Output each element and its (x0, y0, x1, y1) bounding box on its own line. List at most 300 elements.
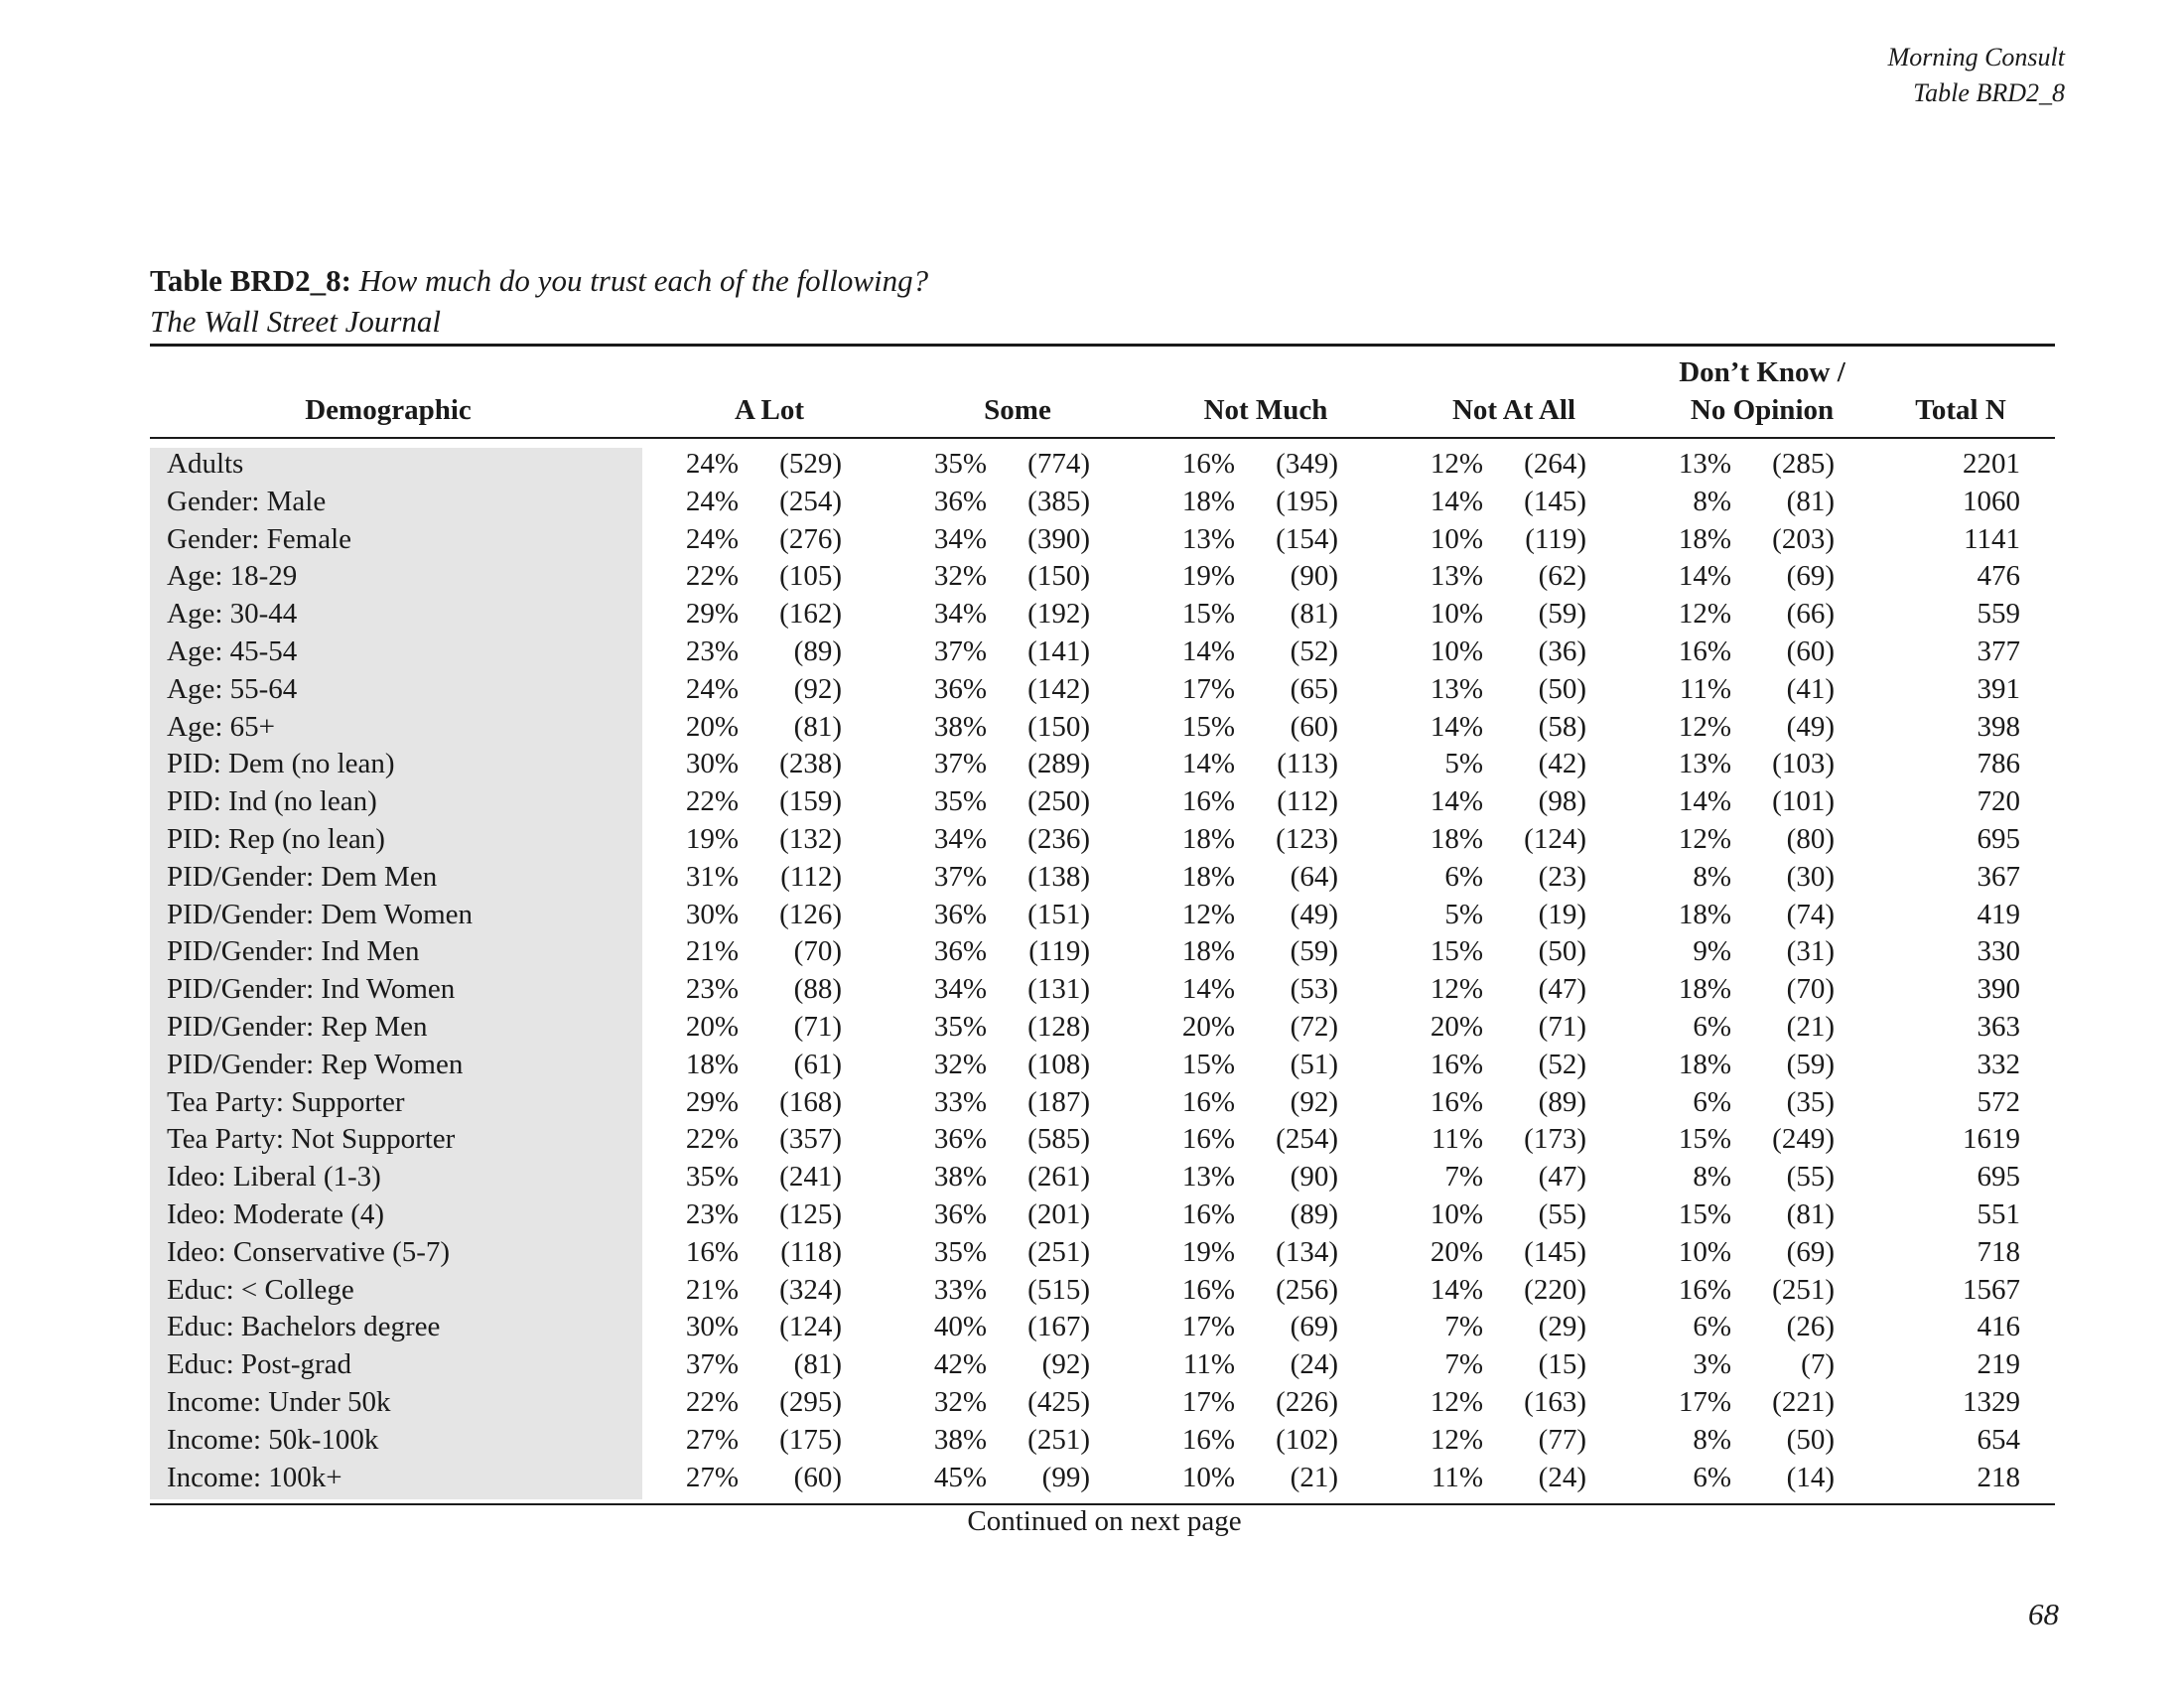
cell-not-much-n: (52) (1290, 635, 1338, 667)
cell-not-much-n: (51) (1290, 1048, 1338, 1080)
cell-some-pct: 36% (933, 672, 987, 705)
cell-total-n: 219 (1977, 1348, 2020, 1381)
title-question: How much do you trust each of the following? (358, 263, 929, 298)
cell-not-much-n: (60) (1290, 710, 1338, 743)
cell-not-much-pct: 16% (1181, 1423, 1235, 1456)
cell-not-much-n: (92) (1290, 1085, 1338, 1118)
cell-demographic: PID: Rep (no lean) (167, 823, 385, 855)
cell-dont-know-n: (101) (1772, 785, 1835, 818)
title-label: Table BRD2_8: (150, 263, 351, 298)
cell-some-pct: 36% (933, 935, 987, 968)
cell-dont-know-pct: 15% (1678, 1198, 1731, 1230)
cell-dont-know-pct: 14% (1678, 785, 1731, 818)
cell-some-pct: 35% (933, 785, 987, 818)
cell-dont-know-pct: 10% (1678, 1235, 1731, 1268)
cell-a-lot-pct: 30% (685, 748, 739, 780)
cell-demographic: PID/Gender: Rep Men (167, 1011, 428, 1043)
cell-some-pct: 34% (933, 522, 987, 555)
cell-a-lot-pct: 30% (685, 898, 739, 930)
cell-a-lot-n: (112) (780, 860, 842, 893)
cell-a-lot-n: (295) (779, 1386, 842, 1418)
cell-not-at-all-pct: 14% (1430, 710, 1483, 743)
cell-not-much-pct: 16% (1181, 448, 1235, 480)
cell-some-n: (289) (1027, 748, 1090, 780)
cell-a-lot-n: (70) (793, 935, 842, 968)
cell-dont-know-n: (60) (1786, 635, 1835, 667)
cell-a-lot-n: (276) (779, 522, 842, 555)
table-row (0, 896, 2184, 933)
cell-not-much-n: (90) (1290, 560, 1338, 593)
cell-not-much-n: (123) (1276, 823, 1338, 855)
cell-not-much-pct: 18% (1181, 823, 1235, 855)
cell-not-at-all-n: (29) (1538, 1311, 1586, 1343)
cell-a-lot-pct: 18% (685, 1048, 739, 1080)
cell-not-much-pct: 18% (1181, 485, 1235, 517)
cell-demographic: PID/Gender: Dem Women (167, 898, 474, 930)
cell-not-at-all-n: (77) (1538, 1423, 1586, 1456)
cell-not-much-pct: 16% (1181, 1273, 1235, 1306)
cell-some-pct: 32% (933, 1386, 987, 1418)
cell-demographic: Educ: Bachelors degree (167, 1311, 441, 1343)
cell-demographic: Ideo: Moderate (4) (167, 1198, 385, 1230)
col-dont-know-line1: Don’t Know / (1679, 356, 1845, 388)
cell-some-n: (92) (1041, 1348, 1090, 1381)
cell-demographic: Age: 18-29 (167, 560, 298, 593)
table-row (0, 1271, 2184, 1309)
cell-a-lot-n: (324) (779, 1273, 842, 1306)
cell-some-pct: 35% (933, 448, 987, 480)
cell-some-pct: 33% (933, 1273, 987, 1306)
cell-some-pct: 36% (933, 1198, 987, 1230)
cell-demographic: Age: 55-64 (167, 672, 298, 705)
cell-a-lot-n: (159) (779, 785, 842, 818)
cell-total-n: 572 (1977, 1085, 2020, 1118)
continued-note: Continued on next page (967, 1505, 1242, 1537)
cell-total-n: 416 (1977, 1311, 2020, 1343)
cell-a-lot-n: (238) (779, 748, 842, 780)
table-row (0, 1421, 2184, 1459)
cell-dont-know-n: (49) (1786, 710, 1835, 743)
cell-some-n: (138) (1027, 860, 1090, 893)
cell-not-at-all-n: (52) (1538, 1048, 1586, 1080)
cell-not-much-n: (69) (1290, 1311, 1338, 1343)
cell-not-at-all-pct: 10% (1430, 522, 1483, 555)
cell-demographic: Age: 30-44 (167, 598, 298, 631)
cell-not-much-pct: 15% (1181, 598, 1235, 631)
cell-dont-know-n: (81) (1786, 1198, 1835, 1230)
cell-not-at-all-pct: 13% (1430, 560, 1483, 593)
cell-demographic: PID/Gender: Dem Men (167, 860, 438, 893)
cell-not-much-pct: 14% (1181, 635, 1235, 667)
cell-a-lot-pct: 27% (685, 1423, 739, 1456)
cell-a-lot-pct: 30% (685, 1311, 739, 1343)
cell-not-at-all-n: (55) (1538, 1198, 1586, 1230)
cell-some-pct: 38% (933, 1161, 987, 1194)
cell-demographic: Income: Under 50k (167, 1386, 391, 1418)
cell-some-n: (142) (1027, 672, 1090, 705)
table-id: Table BRD2_8 (1913, 78, 2065, 107)
cell-not-much-pct: 11% (1182, 1348, 1235, 1381)
cell-a-lot-pct: 31% (685, 860, 739, 893)
cell-dont-know-n: (74) (1786, 898, 1835, 930)
cell-some-n: (201) (1027, 1198, 1090, 1230)
cell-demographic: Tea Party: Supporter (167, 1085, 405, 1118)
cell-not-at-all-n: (145) (1524, 485, 1586, 517)
cell-some-n: (141) (1027, 635, 1090, 667)
cell-total-n: 363 (1977, 1011, 2020, 1043)
cell-a-lot-pct: 23% (685, 973, 739, 1006)
cell-a-lot-n: (88) (793, 973, 842, 1006)
cell-not-at-all-n: (145) (1524, 1235, 1586, 1268)
cell-total-n: 332 (1977, 1048, 2020, 1080)
cell-dont-know-pct: 6% (1693, 1311, 1731, 1343)
cell-total-n: 391 (1977, 672, 2020, 705)
cell-total-n: 1619 (1963, 1123, 2020, 1156)
cell-not-at-all-n: (220) (1524, 1273, 1586, 1306)
cell-not-much-n: (349) (1276, 448, 1338, 480)
cell-not-much-pct: 16% (1181, 1198, 1235, 1230)
cell-some-pct: 32% (933, 560, 987, 593)
cell-a-lot-pct: 24% (685, 448, 739, 480)
cell-some-n: (150) (1027, 710, 1090, 743)
table-row (0, 1196, 2184, 1233)
cell-total-n: 695 (1977, 823, 2020, 855)
cell-not-at-all-n: (59) (1538, 598, 1586, 631)
cell-demographic: Age: 65+ (167, 710, 275, 743)
cell-not-much-pct: 10% (1181, 1461, 1235, 1493)
cell-not-at-all-n: (50) (1538, 935, 1586, 968)
cell-not-at-all-pct: 20% (1430, 1235, 1483, 1268)
cell-not-at-all-n: (98) (1538, 785, 1586, 818)
cell-not-at-all-pct: 12% (1430, 973, 1483, 1006)
cell-not-much-n: (226) (1276, 1386, 1338, 1418)
cell-total-n: 695 (1977, 1161, 2020, 1194)
page-number: 68 (2028, 1597, 2059, 1631)
cell-some-n: (251) (1027, 1423, 1090, 1456)
cell-a-lot-n: (132) (779, 823, 842, 855)
cell-a-lot-n: (125) (779, 1198, 842, 1230)
cell-not-at-all-pct: 7% (1444, 1311, 1483, 1343)
cell-dont-know-pct: 17% (1678, 1386, 1731, 1418)
col-a-lot: A Lot (734, 394, 805, 426)
table-row (0, 445, 2184, 483)
cell-some-n: (251) (1027, 1235, 1090, 1268)
cell-not-at-all-pct: 12% (1430, 1423, 1483, 1456)
cell-not-at-all-pct: 14% (1430, 785, 1483, 818)
title-subtitle: The Wall Street Journal (150, 304, 442, 339)
cell-not-at-all-pct: 6% (1444, 860, 1483, 893)
cell-dont-know-pct: 15% (1678, 1123, 1731, 1156)
cell-dont-know-n: (7) (1801, 1348, 1835, 1381)
cell-dont-know-pct: 8% (1693, 1161, 1731, 1194)
cell-not-at-all-n: (15) (1538, 1348, 1586, 1381)
cell-demographic: Ideo: Liberal (1-3) (167, 1161, 381, 1194)
cell-not-much-n: (64) (1290, 860, 1338, 893)
cell-some-pct: 35% (933, 1011, 987, 1043)
cell-not-much-pct: 20% (1181, 1011, 1235, 1043)
cell-not-at-all-pct: 20% (1430, 1011, 1483, 1043)
cell-some-n: (425) (1027, 1386, 1090, 1418)
cell-total-n: 419 (1977, 898, 2020, 930)
cell-dont-know-pct: 18% (1678, 973, 1731, 1006)
cell-a-lot-pct: 22% (685, 1386, 739, 1418)
cell-a-lot-n: (60) (793, 1461, 842, 1493)
cell-not-much-n: (49) (1290, 898, 1338, 930)
cell-dont-know-n: (26) (1786, 1311, 1835, 1343)
table-row (0, 708, 2184, 746)
cell-not-at-all-n: (36) (1538, 635, 1586, 667)
cell-dont-know-pct: 14% (1678, 560, 1731, 593)
cell-some-pct: 45% (933, 1461, 987, 1493)
cell-dont-know-n: (30) (1786, 860, 1835, 893)
cell-a-lot-n: (529) (779, 448, 842, 480)
table-row (0, 970, 2184, 1008)
cell-some-pct: 40% (933, 1311, 987, 1343)
table-row (0, 782, 2184, 820)
col-total: Total N (1915, 394, 2006, 426)
cell-a-lot-n: (254) (779, 485, 842, 517)
cell-a-lot-pct: 20% (685, 710, 739, 743)
cell-not-much-n: (89) (1290, 1198, 1338, 1230)
cell-total-n: 1141 (1964, 522, 2020, 555)
cell-total-n: 398 (1977, 710, 2020, 743)
cell-not-much-n: (53) (1290, 973, 1338, 1006)
cell-a-lot-pct: 24% (685, 672, 739, 705)
cell-demographic: Adults (167, 448, 244, 480)
cell-total-n: 1060 (1963, 485, 2020, 517)
col-dont-know-line2: No Opinion (1690, 394, 1835, 426)
cell-a-lot-pct: 24% (685, 485, 739, 517)
cell-not-at-all-pct: 7% (1444, 1161, 1483, 1194)
cell-not-at-all-n: (62) (1538, 560, 1586, 593)
cell-not-at-all-pct: 10% (1430, 1198, 1483, 1230)
cell-demographic: PID/Gender: Rep Women (167, 1048, 464, 1080)
cell-dont-know-n: (59) (1786, 1048, 1835, 1080)
cell-a-lot-pct: 27% (685, 1461, 739, 1493)
cell-a-lot-n: (105) (779, 560, 842, 593)
cell-not-much-n: (90) (1290, 1161, 1338, 1194)
cell-dont-know-n: (31) (1786, 935, 1835, 968)
table-row (0, 483, 2184, 520)
table-row (0, 557, 2184, 595)
cell-a-lot-pct: 22% (685, 1123, 739, 1156)
cell-some-n: (236) (1027, 823, 1090, 855)
cell-total-n: 2201 (1963, 448, 2020, 480)
cell-some-pct: 37% (933, 748, 987, 780)
cell-total-n: 551 (1977, 1198, 2020, 1230)
cell-some-pct: 37% (933, 860, 987, 893)
cell-some-n: (187) (1027, 1085, 1090, 1118)
table-row (0, 932, 2184, 970)
table-row (0, 1120, 2184, 1158)
table-row (0, 745, 2184, 782)
cell-not-much-pct: 15% (1181, 1048, 1235, 1080)
cell-some-pct: 37% (933, 635, 987, 667)
cell-not-at-all-n: (173) (1524, 1123, 1586, 1156)
cell-dont-know-pct: 12% (1678, 710, 1731, 743)
cell-a-lot-n: (175) (779, 1423, 842, 1456)
table-row (0, 1345, 2184, 1383)
cell-a-lot-pct: 21% (685, 1273, 739, 1306)
cell-not-at-all-pct: 16% (1430, 1085, 1483, 1118)
cell-demographic: Age: 45-54 (167, 635, 298, 667)
cell-some-n: (150) (1027, 560, 1090, 593)
cell-not-at-all-n: (23) (1538, 860, 1586, 893)
cell-not-much-pct: 15% (1181, 710, 1235, 743)
cell-dont-know-pct: 16% (1678, 1273, 1731, 1306)
cell-dont-know-pct: 13% (1678, 748, 1731, 780)
cell-dont-know-n: (55) (1786, 1161, 1835, 1194)
cell-dont-know-n: (103) (1772, 748, 1835, 780)
cell-total-n: 718 (1977, 1235, 2020, 1268)
cell-demographic: Educ: Post-grad (167, 1348, 352, 1381)
table-row (0, 1459, 2184, 1496)
cell-some-pct: 36% (933, 1123, 987, 1156)
cell-not-much-pct: 19% (1181, 1235, 1235, 1268)
cell-demographic: PID/Gender: Ind Men (167, 935, 420, 968)
cell-some-pct: 42% (933, 1348, 987, 1381)
cell-not-much-pct: 18% (1181, 935, 1235, 968)
cell-some-pct: 34% (933, 598, 987, 631)
cell-a-lot-pct: 24% (685, 522, 739, 555)
cell-total-n: 1329 (1963, 1386, 2020, 1418)
cell-dont-know-pct: 8% (1693, 485, 1731, 517)
cell-not-much-pct: 12% (1181, 898, 1235, 930)
cell-total-n: 476 (1977, 560, 2020, 593)
cell-some-n: (131) (1027, 973, 1090, 1006)
cell-not-at-all-n: (50) (1538, 672, 1586, 705)
cell-a-lot-n: (89) (793, 635, 842, 667)
cell-demographic: Educ: < College (167, 1273, 354, 1306)
col-demographic: Demographic (305, 394, 472, 426)
cell-a-lot-pct: 19% (685, 823, 739, 855)
cell-total-n: 720 (1977, 785, 2020, 818)
cell-dont-know-pct: 9% (1693, 935, 1731, 968)
cell-not-at-all-pct: 10% (1430, 635, 1483, 667)
cell-dont-know-pct: 13% (1678, 448, 1731, 480)
cell-a-lot-n: (241) (779, 1161, 842, 1194)
cell-a-lot-pct: 35% (685, 1161, 739, 1194)
cell-not-much-n: (81) (1290, 598, 1338, 631)
table-row (0, 1046, 2184, 1083)
cell-dont-know-n: (69) (1786, 560, 1835, 593)
cell-some-pct: 36% (933, 898, 987, 930)
cell-a-lot-n: (168) (779, 1085, 842, 1118)
cell-a-lot-n: (124) (779, 1311, 842, 1343)
cell-some-pct: 35% (933, 1235, 987, 1268)
cell-some-pct: 38% (933, 710, 987, 743)
cell-dont-know-n: (35) (1786, 1085, 1835, 1118)
cell-not-much-n: (195) (1276, 485, 1338, 517)
cell-dont-know-pct: 18% (1678, 522, 1731, 555)
cell-not-much-n: (254) (1276, 1123, 1338, 1156)
cell-dont-know-pct: 12% (1678, 823, 1731, 855)
cell-a-lot-pct: 16% (685, 1235, 739, 1268)
cell-dont-know-n: (285) (1772, 448, 1835, 480)
cell-not-at-all-pct: 18% (1430, 823, 1483, 855)
col-dont-know (1643, 353, 1881, 429)
cell-not-at-all-pct: 11% (1431, 1123, 1483, 1156)
cell-dont-know-pct: 12% (1678, 598, 1731, 631)
table-row (0, 595, 2184, 633)
cell-not-at-all-n: (71) (1538, 1011, 1586, 1043)
cell-not-much-pct: 13% (1181, 522, 1235, 555)
cell-not-at-all-n: (58) (1538, 710, 1586, 743)
cell-some-n: (261) (1027, 1161, 1090, 1194)
cell-demographic: Tea Party: Not Supporter (167, 1123, 456, 1156)
cell-dont-know-n: (251) (1772, 1273, 1835, 1306)
table-row (0, 670, 2184, 708)
cell-demographic: PID: Ind (no lean) (167, 785, 377, 818)
cell-not-much-n: (134) (1276, 1235, 1338, 1268)
cell-not-much-pct: 16% (1181, 1085, 1235, 1118)
cell-demographic: Ideo: Conservative (5-7) (167, 1235, 451, 1268)
cell-dont-know-pct: 6% (1693, 1085, 1731, 1118)
cell-a-lot-n: (81) (793, 710, 842, 743)
cell-not-much-pct: 16% (1181, 1123, 1235, 1156)
cell-dont-know-n: (14) (1786, 1461, 1835, 1493)
cell-not-at-all-pct: 12% (1430, 448, 1483, 480)
cell-some-pct: 36% (933, 485, 987, 517)
cell-not-much-n: (72) (1290, 1011, 1338, 1043)
cell-a-lot-pct: 23% (685, 1198, 739, 1230)
cell-not-at-all-pct: 14% (1430, 1273, 1483, 1306)
cell-some-n: (585) (1027, 1123, 1090, 1156)
cell-not-at-all-pct: 14% (1430, 485, 1483, 517)
cell-some-n: (151) (1027, 898, 1090, 930)
cell-not-much-n: (59) (1290, 935, 1338, 968)
cell-some-n: (774) (1027, 448, 1090, 480)
cell-not-at-all-n: (19) (1538, 898, 1586, 930)
cell-dont-know-pct: 8% (1693, 860, 1731, 893)
cell-dont-know-n: (41) (1786, 672, 1835, 705)
cell-not-much-pct: 17% (1181, 672, 1235, 705)
cell-some-n: (108) (1027, 1048, 1090, 1080)
cell-not-at-all-pct: 16% (1430, 1048, 1483, 1080)
cell-dont-know-n: (203) (1772, 522, 1835, 555)
cell-a-lot-n: (81) (793, 1348, 842, 1381)
page-header (1888, 40, 2065, 111)
cell-dont-know-n: (249) (1772, 1123, 1835, 1156)
cell-dont-know-pct: 11% (1679, 672, 1731, 705)
cell-not-at-all-n: (89) (1538, 1085, 1586, 1118)
cell-some-n: (385) (1027, 485, 1090, 517)
cell-a-lot-pct: 21% (685, 935, 739, 968)
cell-a-lot-pct: 20% (685, 1011, 739, 1043)
col-not-much: Not Much (1203, 394, 1328, 426)
col-not-at-all: Not At All (1451, 394, 1576, 426)
col-some: Some (984, 394, 1051, 426)
cell-demographic: PID: Dem (no lean) (167, 748, 395, 780)
cell-not-much-pct: 18% (1181, 860, 1235, 893)
cell-dont-know-n: (221) (1772, 1386, 1835, 1418)
cell-total-n: 377 (1977, 635, 2020, 667)
cell-not-at-all-n: (24) (1538, 1461, 1586, 1493)
cell-some-n: (167) (1027, 1311, 1090, 1343)
cell-not-much-pct: 14% (1181, 973, 1235, 1006)
cell-a-lot-pct: 22% (685, 560, 739, 593)
cell-total-n: 330 (1977, 935, 2020, 968)
cell-total-n: 367 (1977, 860, 2020, 893)
cell-not-at-all-n: (47) (1538, 1161, 1586, 1194)
cell-not-at-all-n: (124) (1524, 823, 1586, 855)
table-row (0, 820, 2184, 858)
cell-not-much-n: (154) (1276, 522, 1338, 555)
cell-not-at-all-pct: 5% (1444, 748, 1483, 780)
cell-dont-know-pct: 8% (1693, 1423, 1731, 1456)
cell-not-much-n: (256) (1276, 1273, 1338, 1306)
cell-not-at-all-pct: 5% (1444, 898, 1483, 930)
